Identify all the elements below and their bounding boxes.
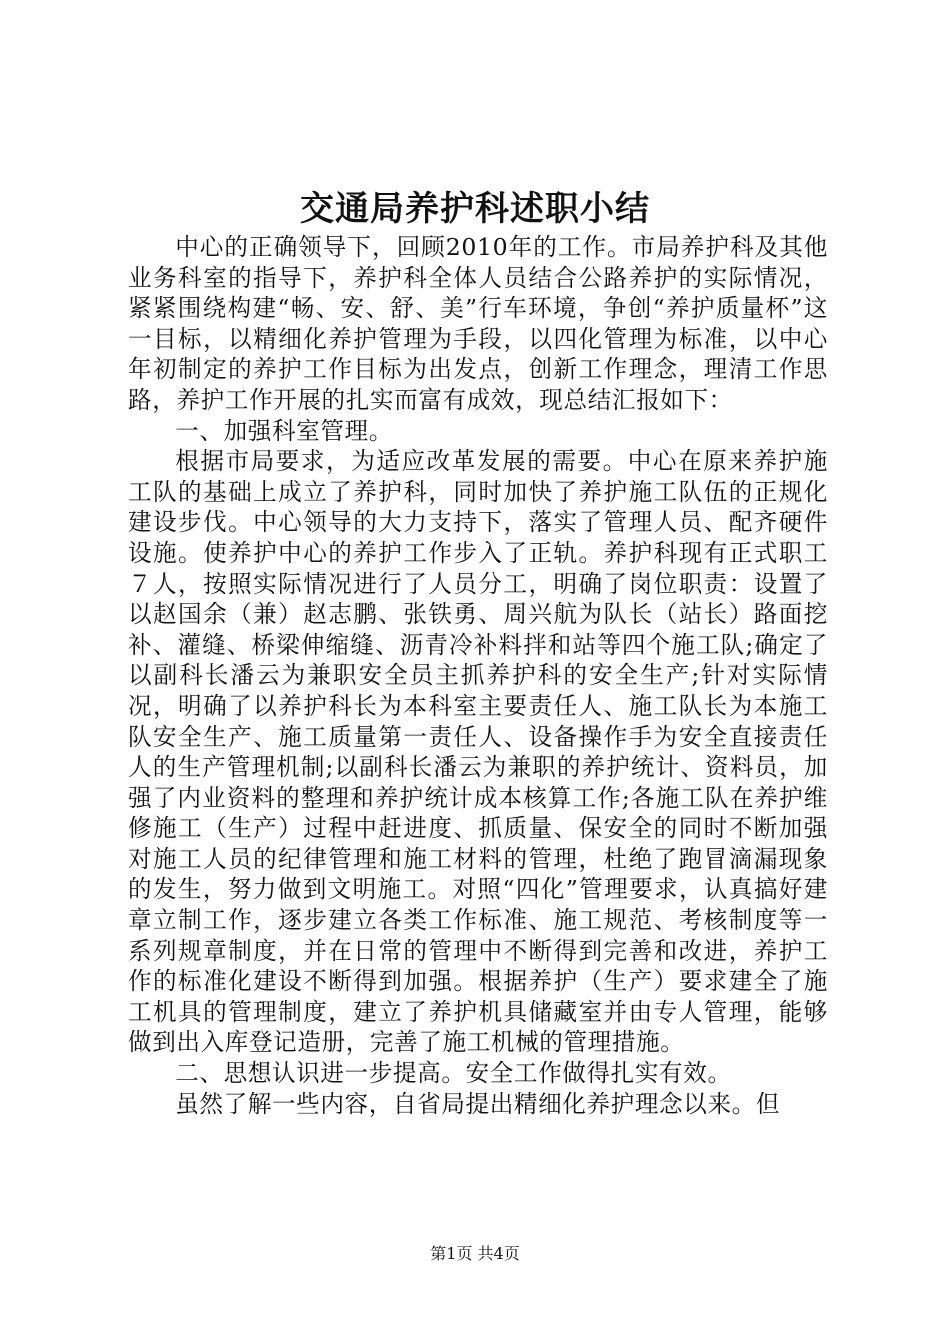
paragraph-section-2: 虽然了解一些内容，自省局提出精细化养护理念以来。但 [175,1089,781,1118]
page-footer: 第1页 共4页 [430,1244,520,1263]
paragraph-intro: 中心的正确领导下，回顾2010年的工作。市局养护科及其他业务科室的指导下，养护科全体人员结合公路养护的实际情况，紧紧围绕构建“畅、安、舒、美”行车环境，争创“养护质量杯”这一目标，以精细化养护管理为手段，以四化管理为标准，以中心年初制定的养护工作目标为出发点，创新工作理念，理清工作思路，养护工作开展的扎实而富有成效，现总结汇报如下： [128,233,828,414]
document-body [128,232,828,1119]
section-heading-1: 一、加强科室管理。 [175,416,393,445]
paragraph-section-1: 根据市局要求，为适应改革发展的需要。中心在原来养护施工队的基础上成立了养护科，同时加快了养护施工队伍的正规化建设步伐。中心领导的大力支持下，落实了管理人员、配齐硬件设施。使养护中心的养护工作步入了正轨。养护科现有正式职工７人，按照实际情况进行了人员分工，明确了岗位职责：设置了以赵国余（兼）赵志鹏、张铁勇、周兴航为队长（站长）路面挖补、灌缝、桥梁伸缩缝、沥青冷补料拌和站等四个施工队;确定了以副科长潘云为兼职安全员主抓养护科的安全生产;针对实际情况，明确了以养护科长为本科室主要责任人、施工队长为本施工队安全生产、施工质量第一责任人、设备操作手为安全直接责任人的生产管理机制;以副科长潘云为兼职的养护统计、资料员，加强了内业资料的整理和养护统计成本核算工作;各施工队在养护维修施工（生产）过程中赶进度、抓质量、保安全的同时不断加强对施工人员的纪律管理和施工材料的管理，杜绝了跑冒滴漏现象的发生，努力做到文明施工。对照“四化”管理要求，认真搞好建章立制工作，逐步建立各类工作标准、施工规范、考核制度等一系列规章制度，并在日常的管理中不断得到完善和改进，养护工作的标准化建设不断得到加强。根据养护（生产）要求建全了施工机具的管理制度，建立了养护机具储藏室并由专人管理，能够做到出入库登记造册，完善了施工机械的管理措施。 [128,447,828,1057]
section-heading-2: 二、思想认识进一步提高。安全工作做得扎实有效。 [175,1059,732,1088]
document-title: 交通局养护科述职小结 [300,189,650,229]
